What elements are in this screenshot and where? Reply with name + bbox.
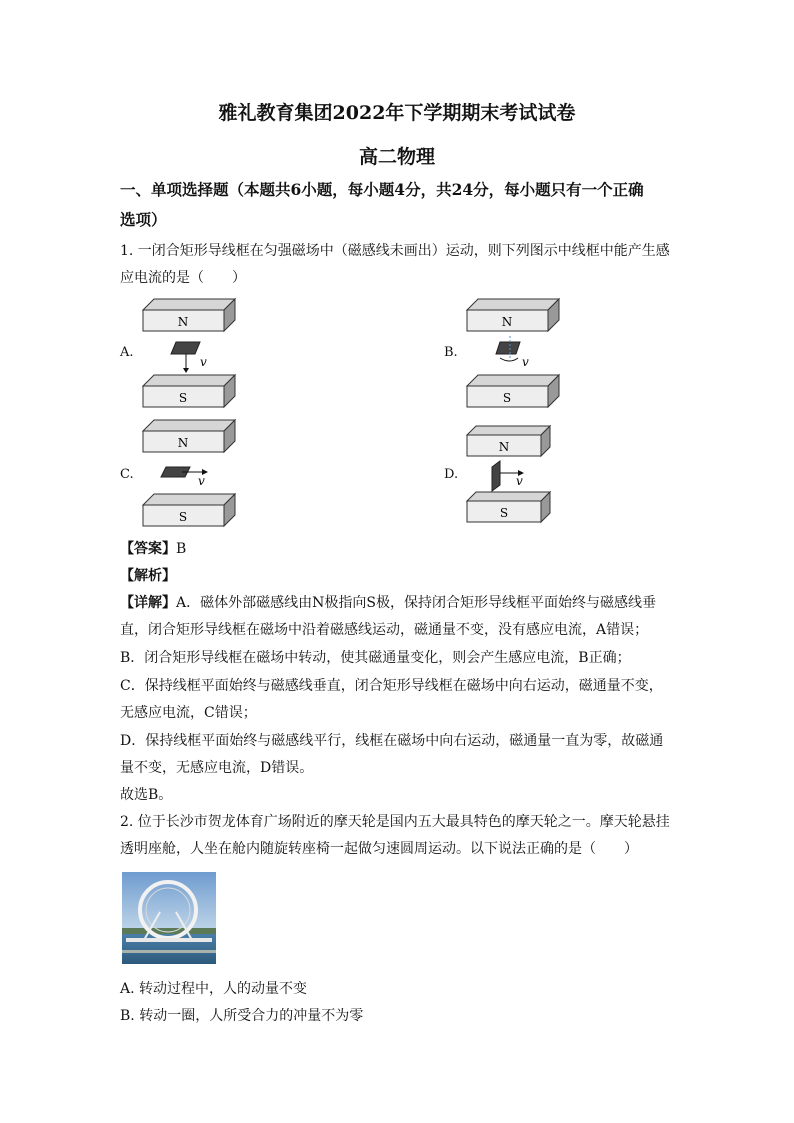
velocity-label: v [522,355,529,369]
conclusion-line: 故选B。 [120,787,173,803]
s-pole-label: S [502,391,512,405]
analysis-tag: 【解析】 [120,568,176,584]
figure-b [464,296,564,411]
magnet-s [143,375,235,407]
n-pole-label: N [501,315,513,329]
explanation-line: B．闭合矩形导线框在磁场中转动，使其磁通量变化，则会产生感应电流，B正确； [120,650,631,666]
s-pole-label: S [178,510,188,524]
rotation-arrow [500,358,518,361]
q2-option-b: B. 转动一圈，人所受合力的冲量不为零 [120,1008,364,1024]
answer-line [120,539,680,559]
wire-frame [492,461,500,491]
magnet-s [143,494,235,526]
q1-stem-line1: 1. 一闭合矩形导线框在匀强磁场中（磁感线未画出）运动，则下列图示中线框中能产生感 [120,243,670,259]
n-pole-label: N [177,436,189,450]
s-pole-label: S [499,506,509,520]
option-c-label: C. [120,467,134,482]
velocity-label: v [516,474,523,488]
magnet-n [143,420,235,452]
q2-stem-line2: 透明座舱，人坐在舱内随旋转座椅一起做匀速圆周运动。以下说法正确的是（ ） [120,841,638,857]
explanation-line: C．保持线框平面始终与磁感线垂直，闭合矩形导线框在磁场中向右运动，磁通量不变， [120,678,663,694]
answer-value: B [176,541,187,557]
exam-title: 雅礼教育集团2022年下学期期末考试试卷 [218,102,576,124]
detail-tag: 【详解】 [120,595,176,611]
option-d-label: D. [444,467,459,482]
magnet-n [467,299,559,331]
explanation-line: D．保持线框平面始终与磁感线平行，线框在磁场中向右运动，磁通量一直为零，故磁通 [120,733,664,749]
wire-frame [496,342,520,354]
magnet-n [467,426,550,456]
figure-a [140,296,240,411]
explanation-text: A．磁体外部磁感线由N极指向S极，保持闭合矩形导线框平面始终与磁感线垂 [176,595,656,611]
magnet-n [143,299,235,331]
magnet-s [467,375,559,407]
ferris-wheel-photo [122,872,216,964]
explanation-line [120,593,680,613]
q2-stem-line1: 2. 位于长沙市贺龙体育广场附近的摩天轮是国内五大最具特色的摩天轮之一。摩天轮悬挂 [120,814,670,830]
figure-d [464,423,564,528]
exam-subject: 高二物理 [358,146,435,168]
section-heading-line2: 选项） [120,210,167,229]
wire-frame [171,342,200,354]
explanation-line: 量不变，无感应电流，D错误。 [120,760,314,776]
n-pole-label: N [498,440,510,454]
section-heading-line1: 一、单项选择题（本题共6小题，每小题4分，共24分，每小题只有一个正确 [120,180,644,199]
s-pole-label: S [178,391,188,405]
option-b-label: B. [444,345,458,360]
figure-c [140,417,240,532]
velocity-label: v [200,355,207,369]
option-a-label: A. [120,345,134,360]
q1-stem-line2: 应电流的是（ ） [120,270,246,286]
velocity-label: v [198,474,205,488]
explanation-line: 直，闭合矩形导线框在磁场中沿着磁感线运动，磁通量不变，没有感应电流，A错误； [120,622,649,638]
magnet-s [467,492,550,522]
explanation-line: 无感应电流，C错误； [120,705,257,721]
answer-tag: 【答案】 [120,541,176,557]
q2-option-a: A. 转动过程中，人的动量不变 [120,981,308,997]
n-pole-label: N [177,315,189,329]
